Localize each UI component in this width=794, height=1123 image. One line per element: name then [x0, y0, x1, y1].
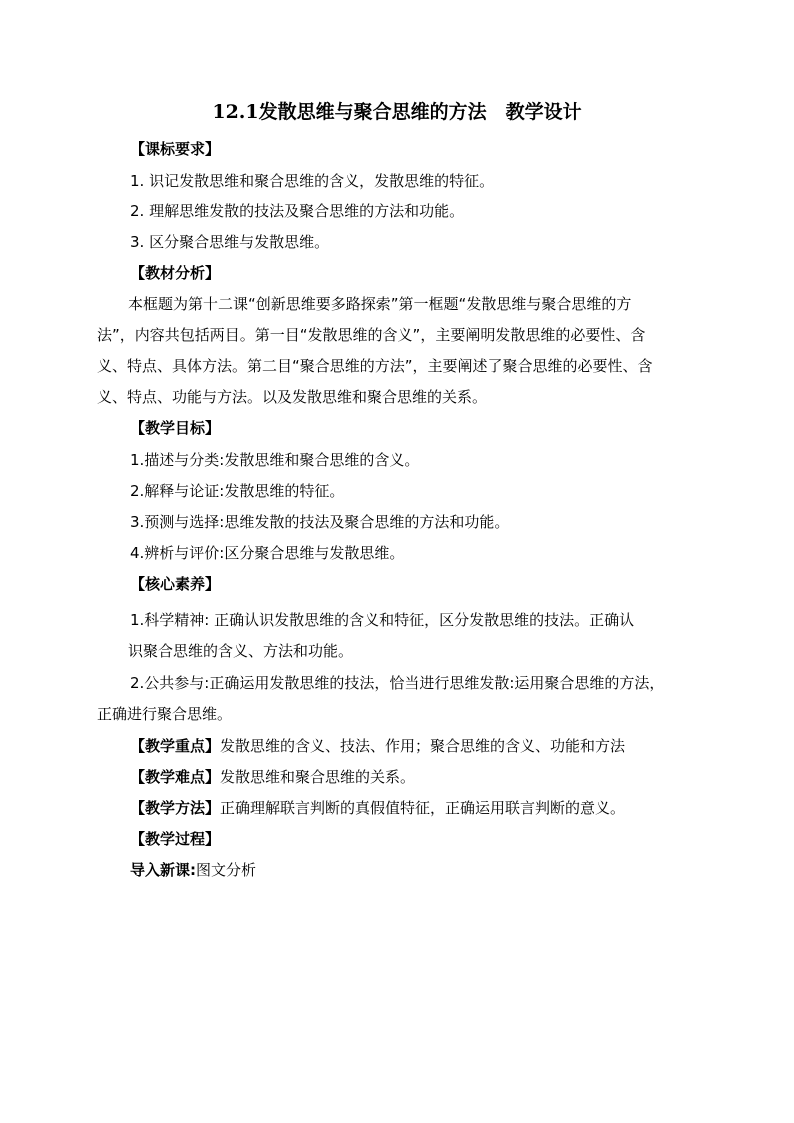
key-points-label: 【教学重点】 — [130, 737, 221, 755]
analysis-line: 义、特点、功能与方法。以及发散思维和聚合思维的关系。 — [97, 388, 488, 406]
curriculum-item: 2. 理解思维发散的技法及聚合思维的方法和功能。 — [130, 202, 465, 220]
analysis-heading: 【教材分析】 — [130, 264, 221, 282]
objective-item: 2.解释与论证:发散思维的特征。 — [130, 482, 345, 500]
intro-row — [130, 860, 256, 880]
objective-item: 3.预测与选择:思维发散的技法及聚合思维的方法和功能。 — [130, 513, 510, 531]
methods-text: 正确理解联言判断的真假值特征，正确运用联言判断的意义。 — [220, 799, 626, 817]
objective-item: 1.描述与分类:发散思维和聚合思维的含义。 — [130, 451, 420, 469]
literacy-line: 正确进行聚合思维。 — [97, 705, 233, 723]
curriculum-item: 3. 区分聚合思维与发散思维。 — [130, 233, 330, 251]
key-points-row — [130, 736, 625, 756]
analysis-line: 法”，内容共包括两目。第一目“发散思维的含义”，主要阐明发散思维的必要性、含 — [97, 326, 646, 344]
key-points-text: 发散思维的含义、技法、作用；聚合思维的含义、功能和方法 — [220, 737, 626, 755]
process-heading: 【教学过程】 — [130, 830, 221, 848]
literacy-line: 识聚合思维的含义、方法和功能。 — [128, 642, 354, 660]
methods-label: 【教学方法】 — [130, 799, 221, 817]
difficulties-label: 【教学难点】 — [130, 768, 221, 786]
intro-label: 导入新课: — [130, 861, 196, 879]
curriculum-heading: 【课标要求】 — [130, 140, 221, 158]
literacy-line: 1.科学精神: 正确认识发散思维的含义和特征，区分发散思维的技法。正确认 — [130, 611, 635, 629]
methods-row — [130, 798, 625, 818]
difficulties-text: 发散思维和聚合思维的关系。 — [220, 768, 416, 786]
analysis-line: 义、特点、具体方法。第二目“聚合思维的方法”，主要阐述了聚合思维的必要性、含 — [97, 357, 653, 375]
document-title: 12.1发散思维与聚合思维的方法 教学设计 — [212, 101, 582, 123]
literacy-line: 2.公共参与:正确运用发散思维的技法，恰当进行思维发散:运用聚合思维的方法， — [130, 674, 665, 692]
analysis-line: 本框题为第十二课“创新思维要多路探索”第一框题“发散思维与聚合思维的方 — [128, 295, 632, 313]
literacy-heading: 【核心素养】 — [130, 575, 221, 593]
objective-item: 4.辨析与评价:区分聚合思维与发散思维。 — [130, 544, 405, 562]
curriculum-item: 1. 识记发散思维和聚合思维的含义，发散思维的特征。 — [130, 172, 495, 190]
intro-text: 图文分析 — [196, 861, 257, 879]
objectives-heading: 【教学目标】 — [130, 419, 221, 437]
difficulties-row — [130, 767, 415, 787]
